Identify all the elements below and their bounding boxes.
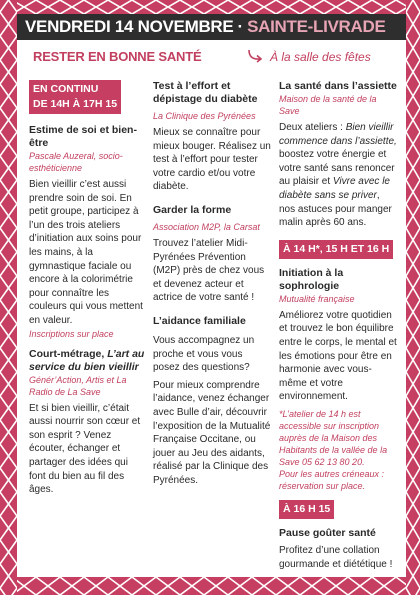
section-organizer: La Clinique des Pyrénées — [153, 111, 256, 121]
section-organizer: Mutualité française — [279, 293, 355, 304]
section-organizer: Génér’Action, Artis et La Radio de La Save — [29, 374, 127, 397]
section-text: Mieux se connaître pour mieux bouger. Réalisez un test à l’effort pour tester votre cardio et/ou votre diabète. — [153, 127, 271, 193]
section-title: Court-métrage, L’art au service du bien vieillir — [29, 347, 145, 373]
section-title: L’aidance familiale — [153, 314, 246, 327]
curved-arrow-icon — [247, 48, 265, 64]
section-text: Profitez d’une collation gourmande et diététique ! — [279, 544, 393, 570]
location-label: À la salle des fêtes — [270, 50, 371, 64]
bottom-pattern-border — [0, 577, 420, 595]
section-title: Estime de soi et bien-être — [29, 124, 137, 149]
section-organizer: Pascale Auzeral, socio-esthéticienne — [29, 151, 123, 173]
section-title: Garder la forme — [153, 203, 232, 216]
section-text: Pour mieux comprendre l’aidance, venez échanger avec Bulle d’air, découvrir l’exposition de la Mutualité Française Occitane, ou jouer au Jeu des aidants, réalisé par la Clinique des Pyrénées. — [153, 379, 271, 486]
section-text: Deux ateliers : Bien vieillir commence dans l’assiette, boostez votre énergie et votre santé sans renoncer au plaisir et Vivre avec le diabète sans se priver, nos astuces pour manger malin après 60 ans. — [279, 122, 397, 229]
section-text: Améliorez votre quotidien et trouvez le bon équilibre entre le corps, le mental et les émotions pour être en harmonie avec vous-même et votre environnement. — [279, 309, 397, 403]
left-pattern-border — [0, 0, 17, 595]
section-title: La santé dans l’assiette — [279, 80, 397, 92]
header-place: SAINTE-LIVRADE — [247, 17, 386, 36]
section-title: Initiation à la sophrologie — [279, 266, 344, 292]
right-pattern-border — [406, 0, 420, 595]
section-organizer: Maison de la santé de la Save — [279, 94, 377, 116]
section-text: Vous accompagnez un proche et vous vous posez des questions? — [153, 334, 255, 374]
section-text: Trouvez l’atelier Midi-Pyrénées Prévention (M2P) près de chez vous et devenez acteur et actrice de votre santé ! — [153, 237, 265, 304]
column-3 — [279, 80, 397, 571]
time-badge-16h15: À 16 H 15 — [279, 500, 334, 519]
section-organizer: Association M2P, la Carsat — [153, 221, 260, 232]
header-day: VENDREDI 14 NOVEMBRE — [25, 17, 234, 36]
section-note: Inscriptions sur place — [29, 328, 114, 339]
section-note: *L’atelier de 14 h est accessible sur inscription auprès de la Maison des Habitants de la vallée de la Save 05 62 13 80 20. — [279, 408, 388, 467]
section-title: Test à l’effort et dépistage du diabète — [153, 80, 258, 105]
section-title: Pause goûter santé — [279, 526, 376, 539]
column-2 — [153, 80, 271, 487]
time-badge-sessions: À 14 H*, 15 H ET 16 H — [279, 240, 393, 259]
section-text: Et si bien vieillir, c’était aussi nourrir son cœur et son esprit ? Venez écouter, échanger et partager des idées qui font du bien au fil des âges. — [29, 402, 141, 496]
column-1 — [29, 80, 145, 497]
page-subtitle: RESTER EN BONNE SANTÉ — [33, 49, 202, 64]
top-pattern-border — [0, 0, 420, 14]
header-separator: · — [237, 17, 244, 36]
section-text: Bien vieillir c’est aussi prendre soin de soi. En petit groupe, participez à l’un des trois ateliers d’initiation aux soins pour les mains, à la gymnastique faciale ou encore à la colorimétrie pour connaître les couleurs qui vous mettent en valeur. — [29, 179, 143, 326]
section-note: Pour les autres créneaux : réservation sur place. — [279, 468, 385, 491]
date-header-bar — [17, 14, 406, 40]
time-badge-continu: EN CONTINU DE 14H À 17H 15 — [29, 80, 121, 114]
